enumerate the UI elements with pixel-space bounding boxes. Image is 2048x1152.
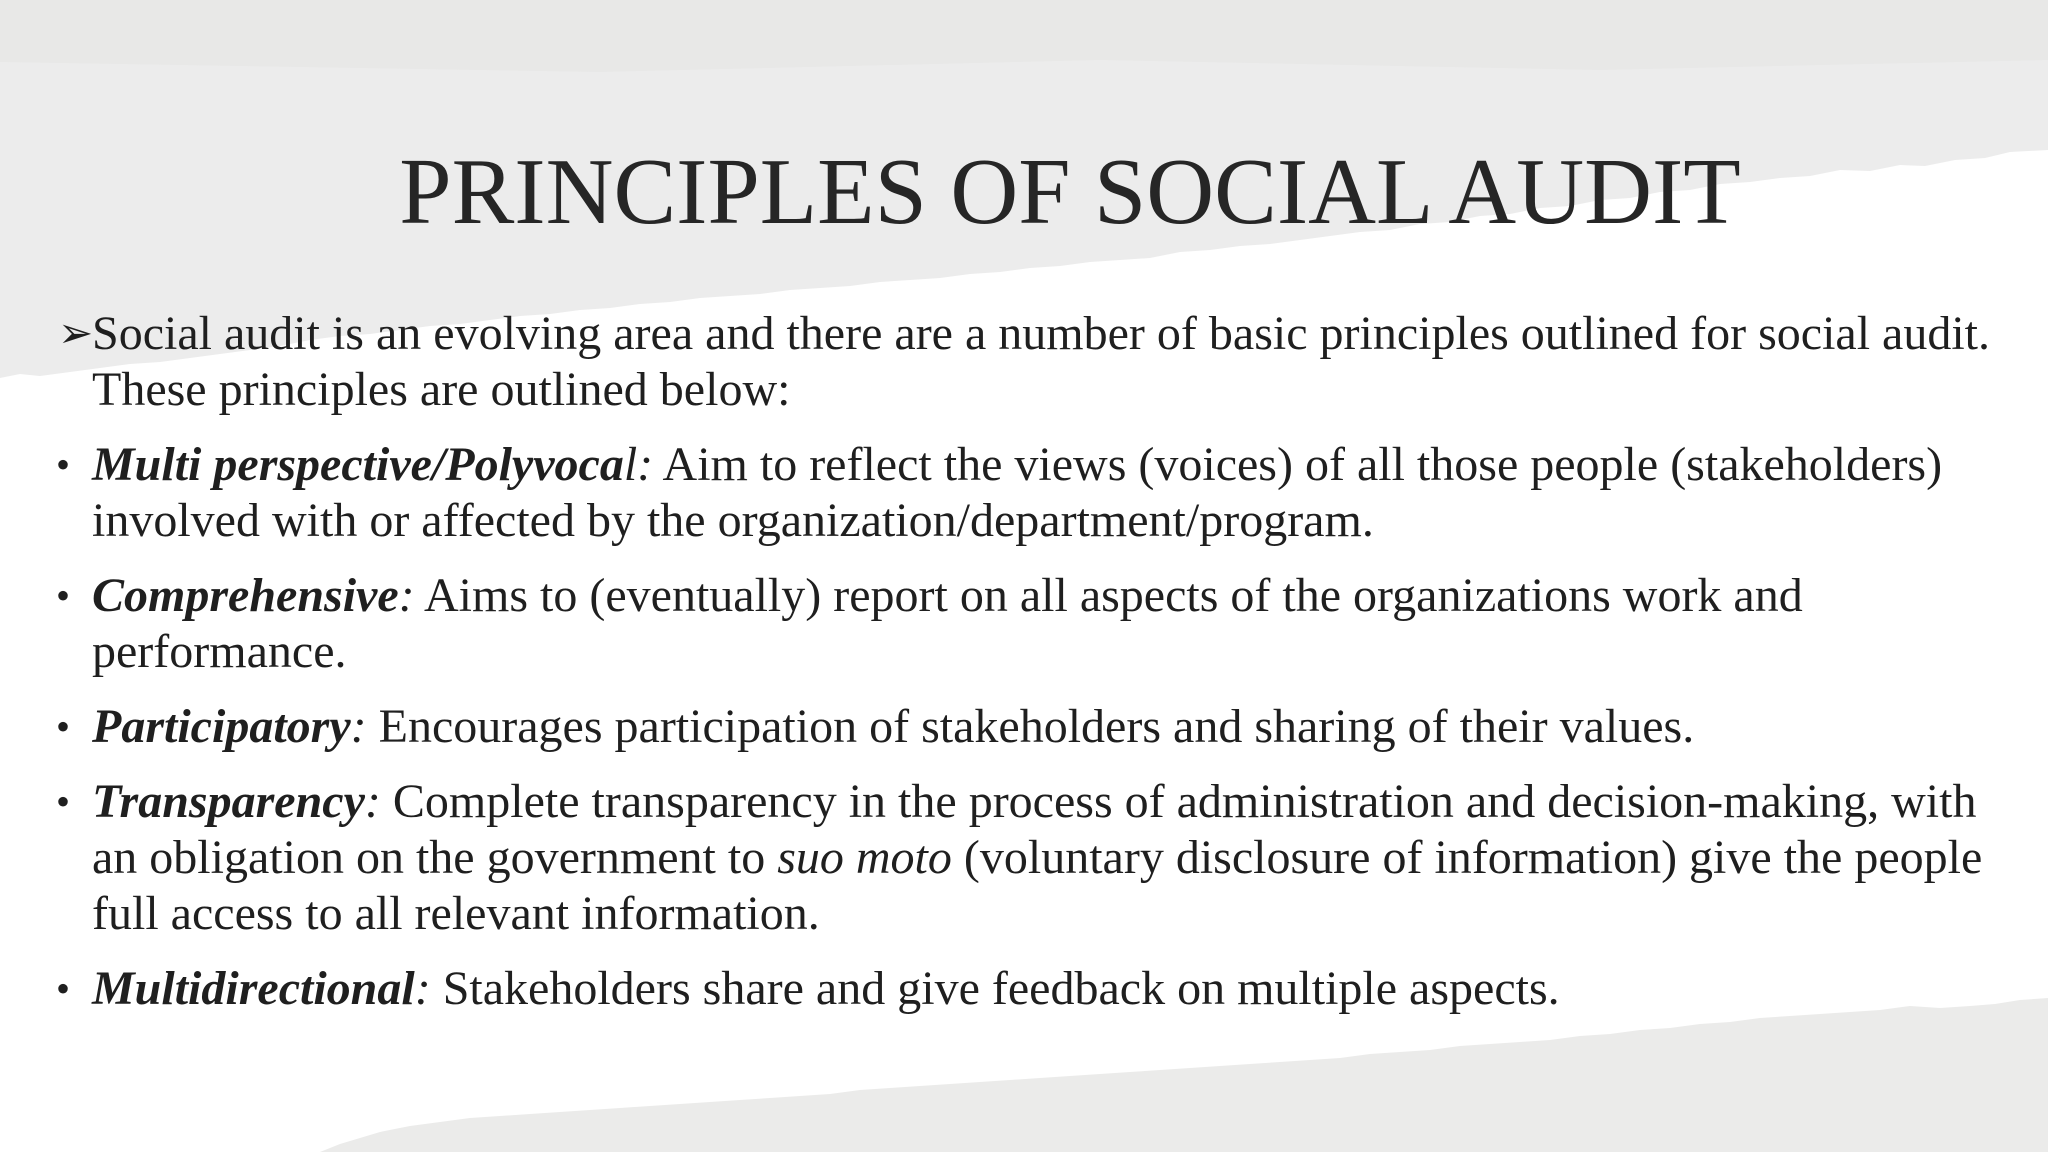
intro-text: Social audit is an evolving area and there are a number of basic principles outlined for social audit. These principles are outlined below: (92, 307, 1991, 416)
principle-item-multidirectional (54, 961, 2004, 1017)
principle-term: Transparency (92, 775, 365, 828)
principle-colon: : (414, 962, 431, 1015)
principle-item-participatory (54, 699, 2004, 755)
slide-title: PRINCIPLES OF SOCIAL AUDIT (399, 140, 1741, 244)
principle-description: Aims to (eventually) report on all aspects of the organizations work and performance. (92, 569, 1803, 678)
principle-term: Multi perspective/Polyvoca (92, 438, 624, 491)
principle-description-after: (voluntary disclosure of information) give the people full access to all relevant information. (92, 831, 1983, 940)
principle-item-comprehensive (54, 568, 2004, 680)
principle-item-multi-perspective (54, 437, 2004, 549)
principle-description: Stakeholders share and give feedback on multiple aspects. (430, 962, 1560, 1015)
arrow-bullet-icon: ➢ (58, 311, 94, 357)
principle-description-emphasis: suo moto (777, 831, 952, 884)
principle-description: Encourages participation of stakeholders and sharing of their values. (366, 700, 1695, 753)
principle-term: Comprehensive (92, 569, 399, 622)
intro-paragraph (54, 306, 2004, 418)
principle-colon: : (350, 700, 367, 753)
bullet-icon: • (56, 779, 71, 824)
principle-term-tail: l: (623, 438, 654, 491)
principle-term: Multidirectional (92, 962, 415, 1015)
principle-term: Participatory (92, 700, 351, 753)
bullet-icon: • (56, 966, 71, 1011)
bullet-icon: • (56, 442, 71, 487)
bullet-icon: • (56, 704, 71, 749)
principle-colon: : (398, 569, 415, 622)
principle-colon: : (364, 775, 381, 828)
bullet-icon: • (56, 573, 71, 618)
principle-description: Aim to reflect the views (voices) of all those people (stakeholders) involved with or affected by the organization/department/program. (92, 438, 1943, 547)
principle-description-before: Complete transparency in the process of administration and decision-making, with an obligation on the government to (92, 775, 1977, 884)
torn-paper-top-shade (0, 0, 2048, 72)
slide-body (54, 306, 2004, 1036)
principle-item-transparency (54, 774, 2004, 942)
